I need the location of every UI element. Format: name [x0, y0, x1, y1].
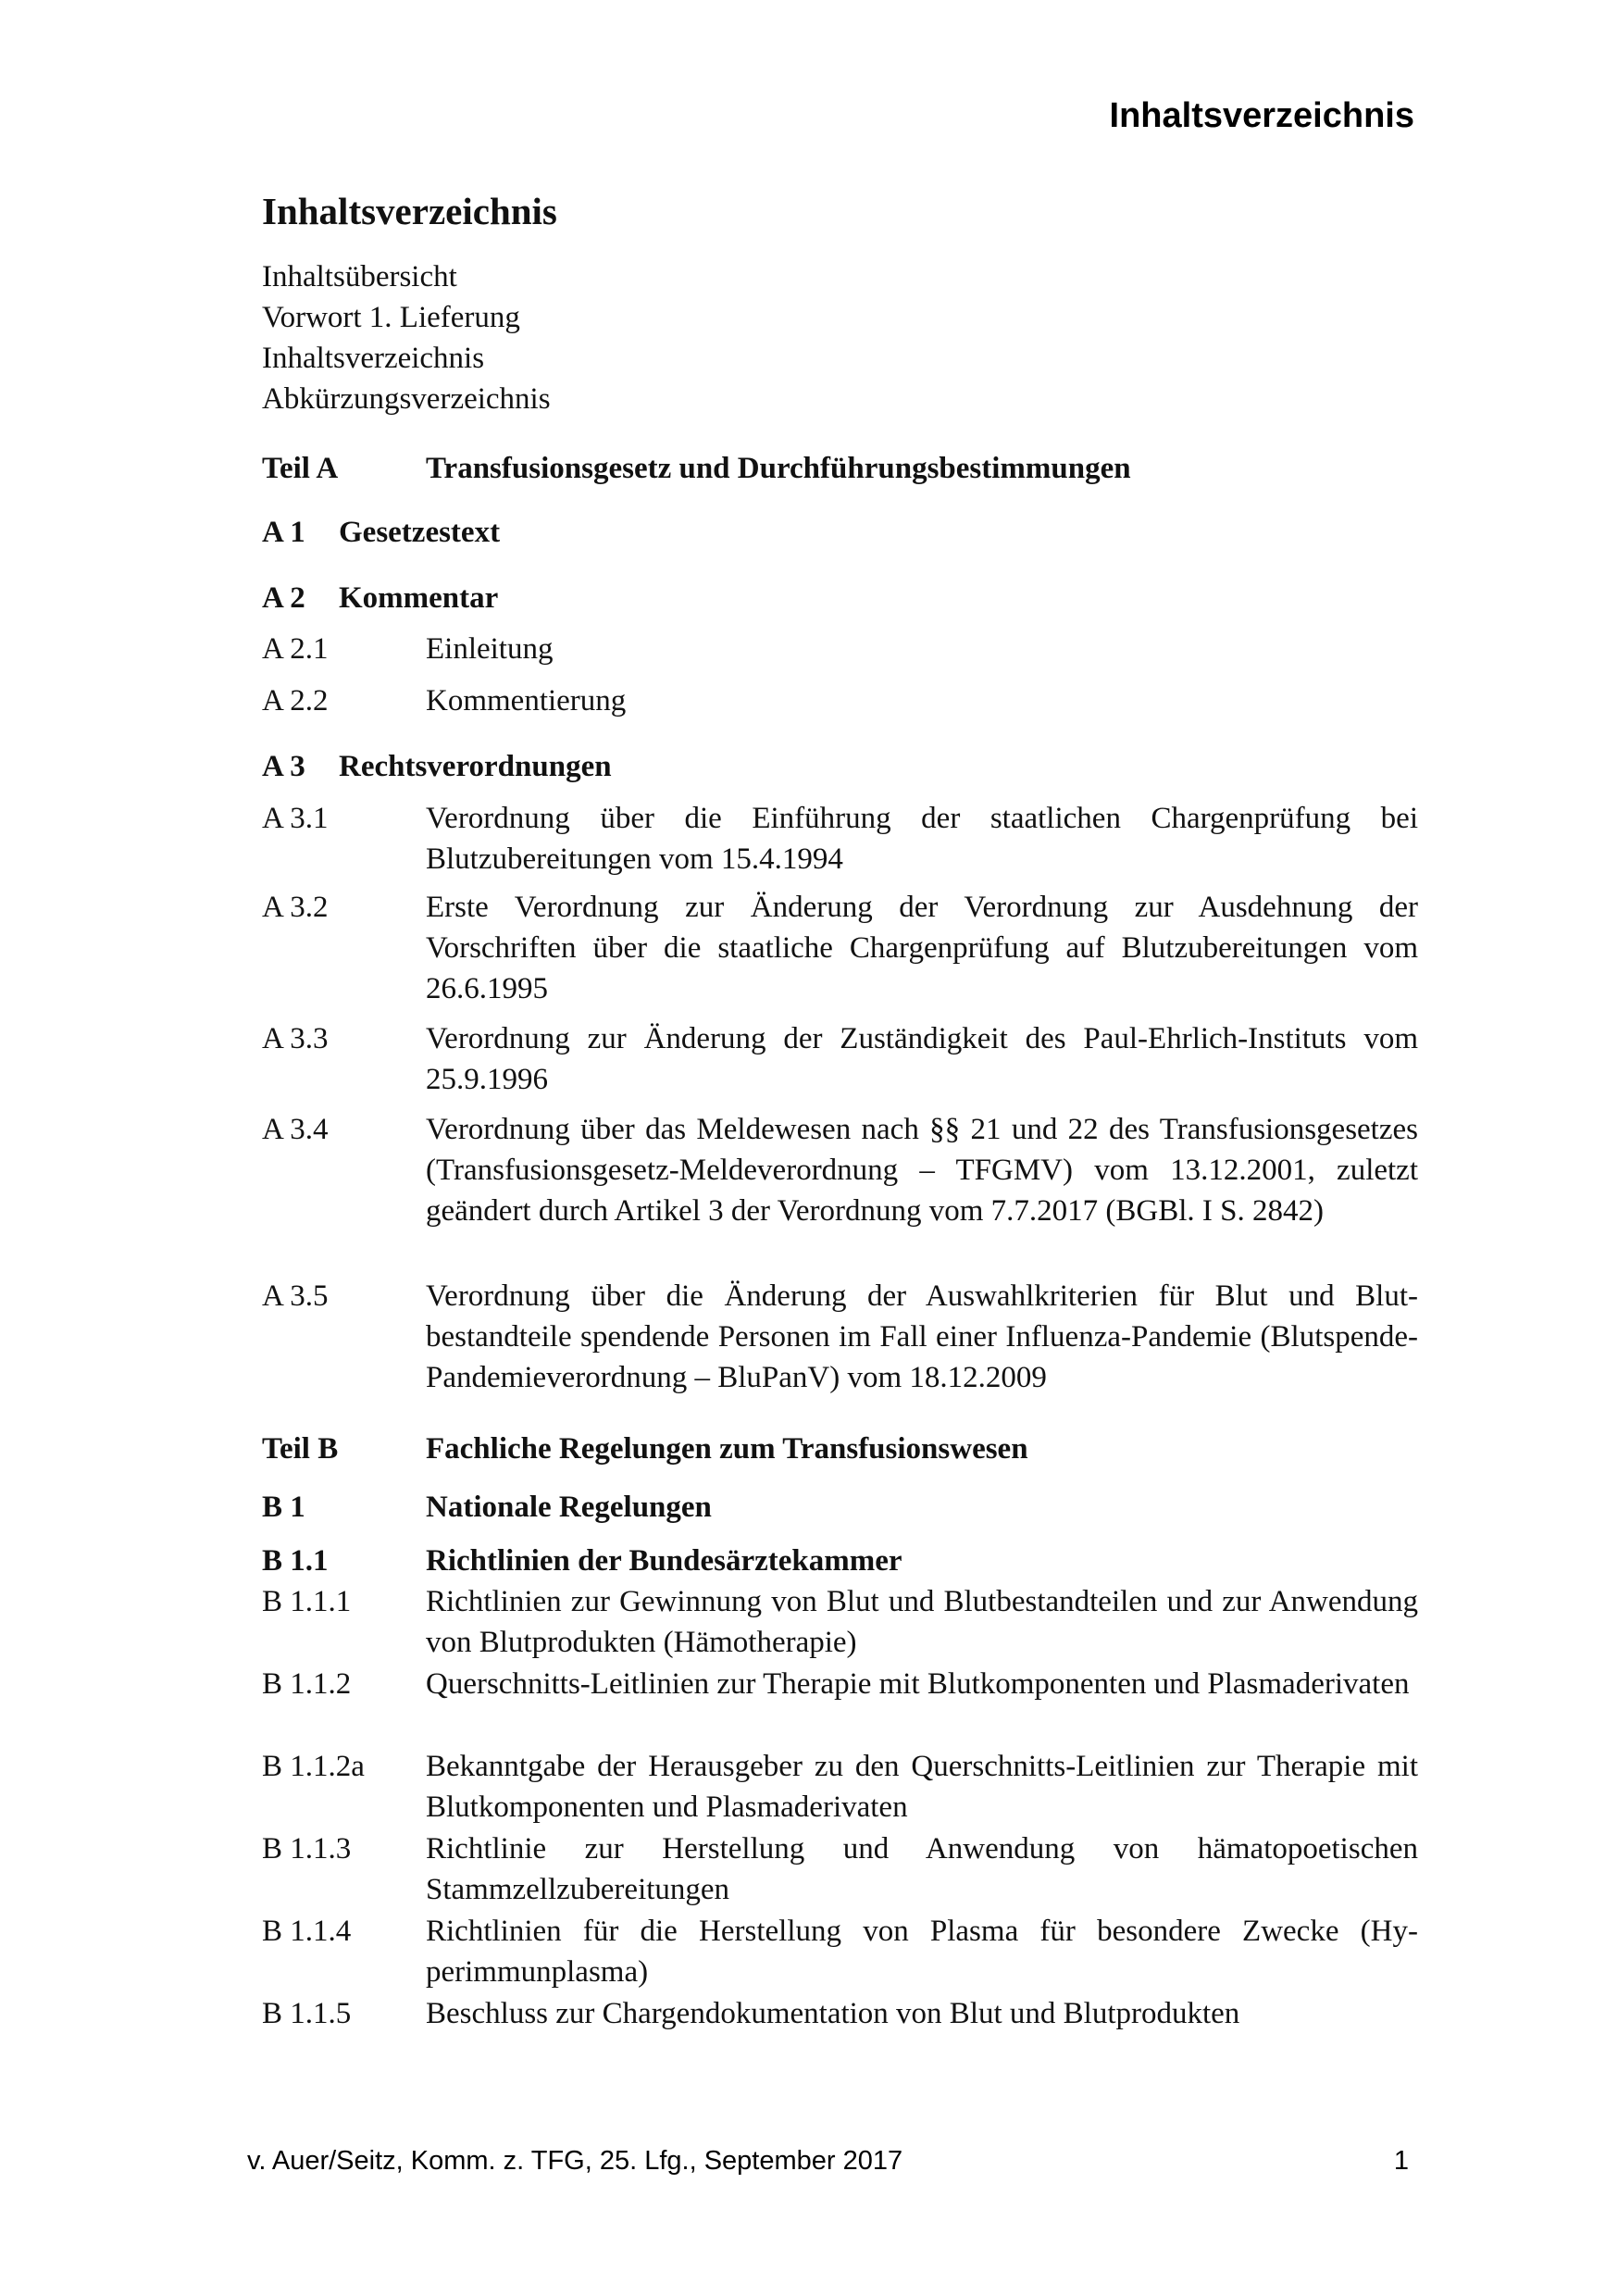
toc-entry-number: A 3.3	[262, 1022, 329, 1055]
toc-entry-title: Richtlinien zur Gewinnung von Blut und Blutbestandteilen und zur Anwendung von Blutprodukten (Hämotherapie)	[426, 1585, 1418, 1659]
toc-entry-title: Nationale Regelungen	[426, 1491, 712, 1524]
page-number: 1	[1393, 2146, 1409, 2176]
toc-entry-title: Erste Verordnung zur Änderung der Verordnung zur Ausdehnung der Vorschriften über die staatliche Chargenprüfung auf Blutzubereitungen vom 26.6.1995	[426, 891, 1418, 1005]
front-matter-item: Inhaltsverzeichnis	[262, 342, 485, 375]
toc-entry-title: Beschluss zur Chargendokumentation von Blut und Blutprodukten	[426, 1997, 1240, 2030]
page-title: Inhaltsverzeichnis	[262, 190, 557, 232]
toc-entry-title: Rechtsverordnungen	[339, 750, 612, 783]
toc-entry-title: Richtlinien für die Herstellung von Plasma für besondere Zwecke (Hyperimmunplasma)	[426, 1915, 1418, 1989]
toc-entry-number: B 1.1.3	[262, 1832, 352, 1866]
toc-entry-number: A 2.1	[262, 632, 329, 666]
running-footer-citation: v. Auer/Seitz, Komm. z. TFG, 25. Lfg., September 2017	[247, 2146, 903, 2176]
front-matter-item: Abkürzungsverzeichnis	[262, 382, 551, 416]
toc-entry-title: Gesetzestext	[339, 516, 501, 549]
toc-entry-title: Verordnung über die Einführung der staatlichen Chargenprüfung bei Blutzubereitungen vom 15.4.1994	[426, 802, 1418, 876]
toc-entry-title: Richtlinien der Bundesärztekammer	[426, 1544, 902, 1578]
front-matter-list	[262, 256, 551, 419]
toc-entry-number: B 1.1.5	[262, 1997, 352, 2030]
toc-entry-number: A 3	[262, 750, 305, 783]
toc-entry-number: A 2	[262, 581, 305, 615]
toc-entry-title: Transfusionsgesetz und Durchführungsbestimmungen	[426, 452, 1131, 485]
toc-entry-number: Teil A	[262, 452, 339, 485]
toc-entry-title: Kommentar	[339, 581, 499, 615]
toc-entry-title: Einleitung	[426, 632, 554, 666]
toc-entry-number: A 3.5	[262, 1279, 329, 1313]
toc-entry-number: A 3.2	[262, 891, 329, 924]
toc-entry-number: B 1.1	[262, 1544, 329, 1578]
toc-entry-title: Querschnitts-Leitlinien zur Therapie mit Blutkomponenten und Plasmaderivaten	[426, 1667, 1410, 1701]
toc-entry-number: A 2.2	[262, 684, 329, 718]
toc-entry-title: Verordnung zur Änderung der Zuständigkeit des Paul-Ehrlich-Instituts vom 25.9.1996	[426, 1022, 1418, 1096]
toc-entry-number: Teil B	[262, 1432, 339, 1466]
toc-entry-number: A 1	[262, 516, 305, 549]
toc-entry-title: Kommentierung	[426, 684, 627, 718]
toc-entry-number: B 1.1.2	[262, 1667, 352, 1701]
toc-entry-number: B 1	[262, 1491, 305, 1524]
toc-entry-title: Richtlinie zur Herstellung und Anwendung von hämatopoetischen Stammzellzubereitungen	[426, 1832, 1418, 1906]
front-matter-item: Vorwort 1. Lieferung	[262, 301, 520, 334]
running-header: Inhaltsverzeichnis	[1109, 96, 1414, 135]
toc-entry-title: Verordnung über das Meldewesen nach §§ 21 und 22 des Transfusionsgesetzes (Transfusionsgesetz-Meldeverordnung – TFGMV) vom 13.12.2001, zuletzt geändert durch Artikel 3 der Verordnung vom 7.7.2017 (BGBl. I S. 2842)	[426, 1113, 1418, 1228]
toc-entry-number: B 1.1.2a	[262, 1750, 365, 1783]
front-matter-item: Inhaltsübersicht	[262, 260, 457, 293]
toc-entry-title: Bekanntgabe der Herausgeber zu den Querschnitts-Leitlinien zur Therapie mit Blutkomponenten und Plasmaderivaten	[426, 1750, 1418, 1824]
toc-entry-title: Verordnung über die Änderung der Auswahlkriterien für Blut und Blutbestandteile spendende Personen im Fall einer Influenza-Pandemie (Blutspende-Pandemieverordnung – BluPanV) vom 18.12.2009	[426, 1279, 1418, 1394]
toc-entry-number: B 1.1.4	[262, 1915, 352, 1948]
toc-entry-title: Fachliche Regelungen zum Transfusionswesen	[426, 1432, 1028, 1466]
toc-entry-number: A 3.4	[262, 1113, 329, 1146]
toc-entry-number: A 3.1	[262, 802, 329, 835]
toc-entry-number: B 1.1.1	[262, 1585, 352, 1618]
